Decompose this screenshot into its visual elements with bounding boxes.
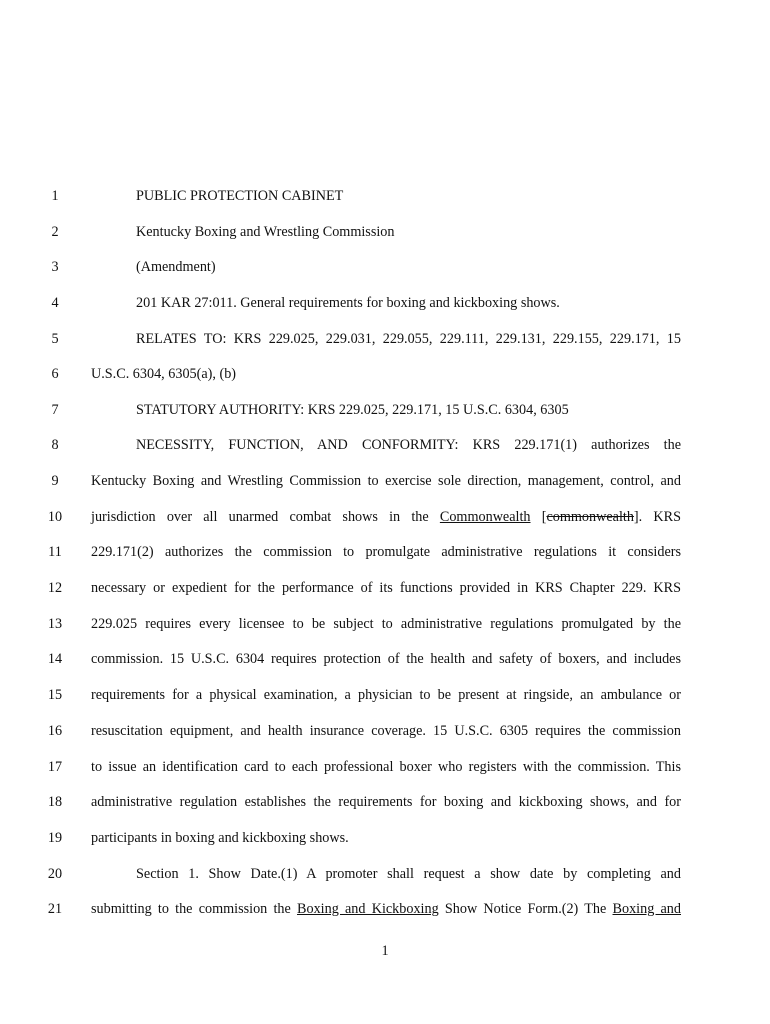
line-1 (0, 184, 770, 208)
text-line: necessary or expedient for the performance of its functions provided in KRS Chapter 229. KRS (91, 580, 681, 596)
line-number: 20 (47, 866, 63, 882)
line-7 (0, 398, 770, 422)
commission-heading: Kentucky Boxing and Wrestling Commission (136, 224, 395, 240)
text-line: to issue an identification card to each professional boxer who registers with the commission. This (91, 759, 681, 775)
line-number: 2 (51, 224, 59, 240)
line-6 (0, 362, 770, 386)
line-number: 8 (51, 437, 59, 453)
line-number: 11 (48, 544, 62, 560)
line-number: 5 (51, 331, 59, 347)
line-number: 21 (47, 901, 63, 917)
line-13 (0, 612, 770, 636)
line-number: 14 (47, 651, 63, 667)
text-run: submitting to the commission the (91, 901, 298, 917)
page-number: 1 (381, 943, 389, 959)
text-line (91, 505, 681, 529)
text-line: U.S.C. 6304, 6305(a), (b) (91, 366, 237, 382)
line-21 (0, 897, 770, 921)
line-2 (0, 220, 770, 244)
inserted-text: Boxing and Kickboxing (297, 901, 439, 917)
line-14 (0, 647, 770, 671)
line-4 (0, 291, 770, 315)
text-line: Kentucky Boxing and Wrestling Commission to exercise sole direction, management, control, and (91, 473, 681, 489)
text-line: resuscitation equipment, and health insurance coverage. 15 U.S.C. 6305 requires the commission (91, 723, 681, 739)
line-12 (0, 576, 770, 600)
line-number: 1 (51, 188, 59, 204)
text-run: [ (530, 509, 547, 525)
text-line: STATUTORY AUTHORITY: KRS 229.025, 229.171, 15 U.S.C. 6304, 6305 (136, 402, 569, 418)
line-20 (0, 862, 770, 886)
text-line: 229.025 requires every licensee to be subject to administrative regulations promulgated by the (91, 616, 681, 632)
text-line: RELATES TO: KRS 229.025, 229.031, 229.055, 229.111, 229.131, 229.155, 229.171, 15 (136, 331, 681, 347)
line-5 (0, 327, 770, 351)
line-15 (0, 683, 770, 707)
text-line (91, 897, 681, 921)
line-8 (0, 433, 770, 457)
line-number: 4 (51, 295, 59, 311)
inserted-text: Boxing and (612, 901, 681, 917)
line-number: 7 (51, 402, 59, 418)
line-9 (0, 469, 770, 493)
line-19 (0, 826, 770, 850)
line-18 (0, 790, 770, 814)
text-line: participants in boxing and kickboxing shows. (91, 830, 349, 846)
amendment-label: (Amendment) (136, 259, 216, 275)
line-number: 15 (47, 687, 63, 703)
agency-heading: PUBLIC PROTECTION CABINET (136, 188, 344, 204)
line-number: 6 (51, 366, 59, 382)
text-line: commission. 15 U.S.C. 6304 requires protection of the health and safety of boxers, and includes (91, 651, 681, 667)
deleted-text: commonwealth (546, 509, 634, 525)
inserted-text: Commonwealth (439, 509, 531, 525)
regulation-title: 201 KAR 27:011. General requirements for boxing and kickboxing shows. (136, 295, 560, 311)
text-run: Show Notice Form.(2) The (438, 901, 613, 917)
line-number: 16 (47, 723, 63, 739)
line-number: 9 (51, 473, 59, 489)
text-line: requirements for a physical examination, a physician to be present at ringside, an ambulance or (91, 687, 681, 703)
text-line: 229.171(2) authorizes the commission to promulgate administrative regulations it considers (91, 544, 681, 560)
line-10 (0, 505, 770, 529)
line-number: 18 (47, 794, 63, 810)
text-line: Section 1. Show Date.(1) A promoter shall request a show date by completing and (136, 866, 681, 882)
line-number: 17 (47, 759, 63, 775)
text-run: ]. KRS (633, 509, 681, 525)
line-3 (0, 255, 770, 279)
line-number: 12 (47, 580, 63, 596)
line-number: 10 (47, 509, 63, 525)
text-run: jurisdiction over all unarmed combat shows in the (91, 509, 440, 525)
line-number: 19 (47, 830, 63, 846)
text-line: administrative regulation establishes the requirements for boxing and kickboxing shows, and for (91, 794, 681, 810)
line-16 (0, 719, 770, 743)
line-number: 3 (51, 259, 59, 275)
text-line: NECESSITY, FUNCTION, AND CONFORMITY: KRS 229.171(1) authorizes the (136, 437, 681, 453)
line-number: 13 (47, 616, 63, 632)
line-17 (0, 755, 770, 779)
line-11 (0, 540, 770, 564)
